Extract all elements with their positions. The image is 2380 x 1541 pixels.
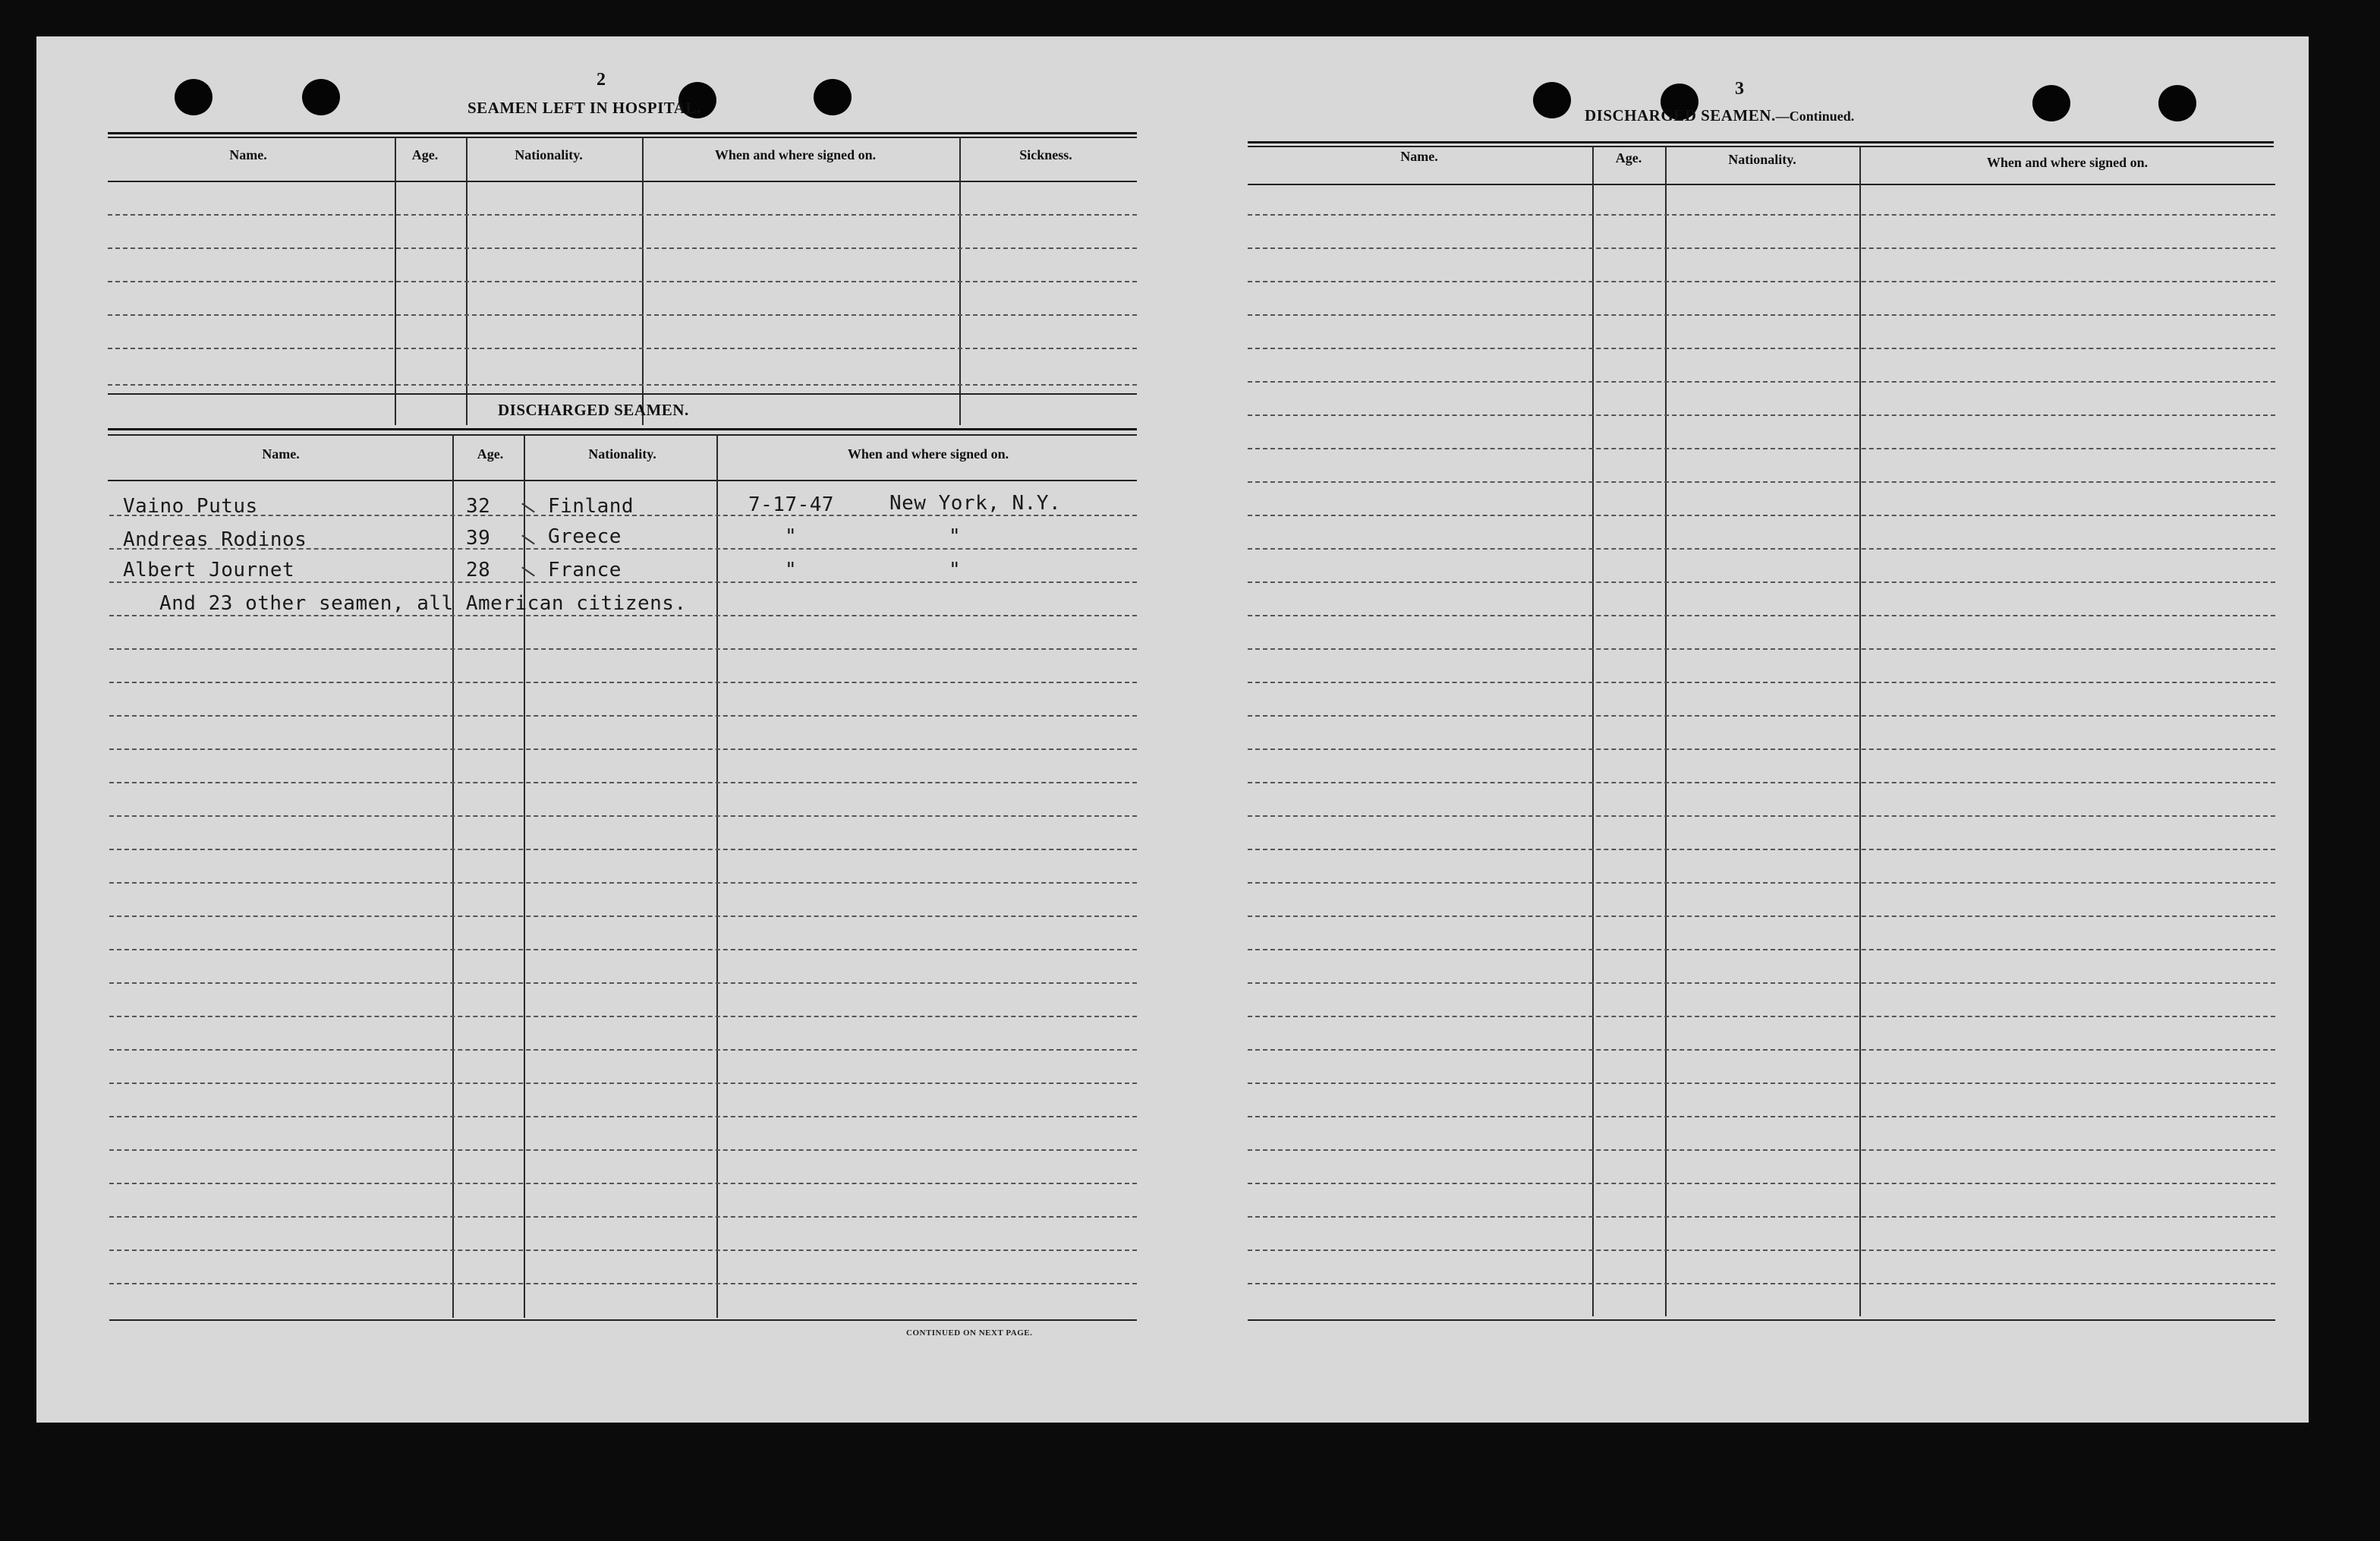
col-header-nationality: Nationality. — [588, 446, 656, 462]
title-suffix: —Continued. — [1775, 109, 1855, 124]
seaman-nationality: Finland — [548, 495, 634, 518]
col-header-nationality: Nationality. — [1728, 152, 1796, 167]
col-header-age: Age. — [1615, 150, 1642, 165]
entry-line — [1248, 581, 2275, 583]
entry-line — [109, 782, 1137, 783]
entry-line — [1248, 949, 2275, 950]
entry-line — [109, 849, 1137, 850]
entry-line — [109, 1183, 1137, 1184]
entry-line — [109, 1116, 1137, 1117]
col-header-name: Name. — [262, 446, 300, 462]
entry-line — [1248, 1283, 2275, 1284]
entry-line — [109, 1216, 1137, 1218]
entry-line — [109, 1082, 1137, 1084]
entry-line — [1248, 682, 2275, 683]
rule — [1248, 184, 2275, 185]
document-page — [36, 36, 2309, 1423]
entry-line — [108, 214, 1137, 216]
entry-line — [1248, 214, 2275, 216]
seaman-name: Andreas Rodinos — [123, 528, 307, 551]
seaman-nationality: Greece — [548, 525, 622, 548]
ditto-mark: " — [785, 525, 798, 548]
seaman-age: 39 — [466, 527, 491, 550]
punch-hole — [175, 79, 212, 115]
col-header-signed-on: When and where signed on. — [714, 147, 877, 162]
ditto-mark: " — [949, 525, 962, 548]
entry-line — [1248, 748, 2275, 750]
entry-line — [1248, 1049, 2275, 1051]
title-text: DISCHARGED SEAMEN. — [1585, 106, 1776, 124]
entry-line — [1248, 1116, 2275, 1117]
entry-line — [109, 815, 1137, 817]
entry-line — [108, 281, 1137, 282]
hospital-section-title: SEAMEN LEFT IN HOSPITAL. — [468, 99, 701, 117]
rule — [109, 1319, 1137, 1321]
entry-line — [109, 1016, 1137, 1017]
entry-line — [1248, 982, 2275, 984]
column-divider — [1665, 146, 1667, 1316]
entry-line — [109, 581, 1137, 583]
col-header-age: Age. — [477, 446, 504, 462]
entry-line — [1248, 648, 2275, 650]
entry-line — [108, 314, 1137, 316]
rule — [1248, 141, 2274, 143]
entry-line — [1248, 247, 2275, 249]
seaman-age: 28 — [466, 559, 491, 581]
entry-line — [109, 1049, 1137, 1051]
entry-line — [1248, 448, 2275, 449]
ditto-mark: " — [949, 559, 962, 581]
entry-line — [1248, 548, 2275, 550]
rule — [108, 480, 1137, 481]
rule — [108, 393, 1137, 395]
rule — [108, 434, 1137, 436]
entry-line — [108, 348, 1137, 349]
rule — [108, 137, 1137, 138]
discharged-section-title: DISCHARGED SEAMEN. — [498, 401, 689, 419]
column-divider — [524, 434, 525, 1318]
seaman-age: 32 — [466, 495, 491, 518]
column-divider — [1592, 146, 1594, 1316]
entry-line — [1248, 615, 2275, 616]
page-number-right: 3 — [1735, 79, 1744, 99]
seaman-name: Albert Journet — [123, 559, 295, 581]
page-number-left: 2 — [597, 70, 606, 90]
entry-line — [1248, 915, 2275, 917]
rule — [108, 428, 1137, 430]
entry-line — [108, 384, 1137, 386]
rule — [108, 132, 1137, 134]
col-header-sickness: Sickness. — [1019, 147, 1072, 162]
entry-line — [1248, 348, 2275, 349]
col-header-signed-on: When and where signed on. — [847, 446, 1009, 462]
entry-line — [1248, 1149, 2275, 1151]
punch-hole — [302, 79, 340, 115]
entry-line — [109, 715, 1137, 717]
seaman-nationality: France — [548, 559, 622, 581]
rule — [1248, 146, 2274, 147]
entry-line — [1248, 1016, 2275, 1017]
entry-line — [1248, 381, 2275, 383]
continued-footer: CONTINUED ON NEXT PAGE. — [906, 1328, 1033, 1338]
seaman-signed-place: New York, N.Y. — [889, 492, 1062, 515]
ditto-mark: " — [785, 559, 798, 581]
column-divider — [1859, 146, 1861, 1316]
entry-line — [109, 682, 1137, 683]
entry-line — [1248, 481, 2275, 483]
entry-line — [1248, 815, 2275, 817]
entry-line — [109, 648, 1137, 650]
entry-line — [109, 748, 1137, 750]
entry-line — [109, 915, 1137, 917]
entry-line — [109, 949, 1137, 950]
entry-line — [109, 1149, 1137, 1151]
col-header-name: Name. — [1400, 149, 1438, 164]
entry-line — [1248, 782, 2275, 783]
entry-line — [1248, 515, 2275, 516]
entry-line — [1248, 1250, 2275, 1251]
punch-hole — [1533, 82, 1571, 118]
entry-line — [109, 982, 1137, 984]
entry-line — [1248, 314, 2275, 316]
entry-line — [109, 882, 1137, 884]
entry-line — [109, 1250, 1137, 1251]
entry-line — [109, 1283, 1137, 1284]
rule — [1248, 1319, 2275, 1321]
entry-line — [1248, 1082, 2275, 1084]
col-header-signed-on: When and where signed on. — [1986, 155, 2149, 170]
column-divider — [452, 434, 454, 1318]
col-header-nationality: Nationality. — [515, 147, 583, 162]
entry-line — [1248, 414, 2275, 416]
entry-line — [1248, 1183, 2275, 1184]
punch-hole — [2032, 85, 2070, 121]
discharged-continued-title — [1585, 106, 1854, 125]
entry-line — [1248, 849, 2275, 850]
entry-line — [1248, 1216, 2275, 1218]
punch-hole — [814, 79, 852, 115]
seaman-name: Vaino Putus — [123, 495, 258, 518]
entry-line — [108, 247, 1137, 249]
other-seamen-note: And 23 other seamen, all American citizens. — [159, 592, 687, 615]
entry-line — [1248, 882, 2275, 884]
entry-line — [1248, 715, 2275, 717]
col-header-age: Age. — [411, 147, 439, 162]
seaman-signed-date: 7-17-47 — [748, 493, 835, 516]
rule — [108, 181, 1137, 182]
column-divider — [716, 434, 718, 1318]
punch-hole — [2158, 85, 2196, 121]
entry-line — [109, 615, 1137, 616]
col-header-name: Name. — [229, 147, 267, 162]
entry-line — [1248, 281, 2275, 282]
